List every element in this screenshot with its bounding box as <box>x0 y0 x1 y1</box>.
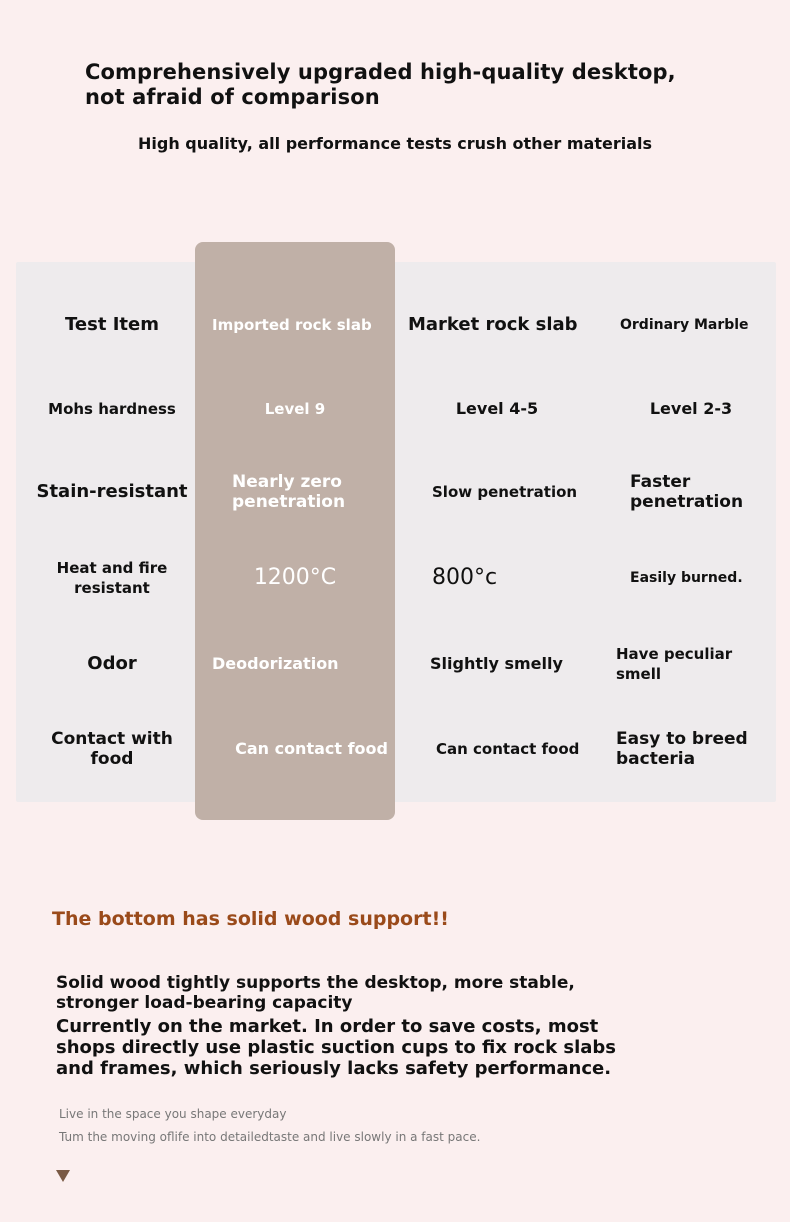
tagline-1: Live in the space you shape everyday <box>59 1107 287 1121</box>
cell-imported-rock-slab-row-5: Deodorization <box>212 654 339 673</box>
cell-ordinary-marble-row-3: Faster penetration <box>630 472 744 512</box>
cell-ordinary-marble-row-5: Have peculiar smell <box>616 645 733 683</box>
cell-imported-rock-slab-row-1: Imported rock slab <box>212 316 372 334</box>
cell-market-rock-slab-row-2: Level 4-5 <box>455 399 539 418</box>
section-title: The bottom has solid wood support!! <box>52 908 449 930</box>
cell-imported-rock-slab-row-3: Nearly zero penetration <box>232 472 346 512</box>
cell-ordinary-marble-row-1: Ordinary Marble <box>620 317 749 333</box>
cell-imported-rock-slab-row-4: 1200°C <box>253 565 337 590</box>
cell-market-rock-slab-row-5: Slightly smelly <box>430 654 563 673</box>
cell-market-rock-slab-row-3: Slow penetration <box>432 483 578 501</box>
cell-test-item-row-1: Test Item <box>65 314 159 335</box>
paragraph-solid-wood: Solid wood tightly supports the desktop, more stable, stronger load-bearing capacity <box>56 973 575 1013</box>
cell-market-rock-slab-row-4: 800°c <box>432 565 498 590</box>
cell-imported-rock-slab-row-2: Level 9 <box>264 400 326 418</box>
cell-ordinary-marble-row-4: Easily burned. <box>630 570 743 586</box>
cell-test-item-row-2: Mohs hardness <box>48 400 176 418</box>
cell-ordinary-marble-row-6: Easy to breed bacteria <box>616 729 748 769</box>
cell-imported-rock-slab-row-6: Can contact food <box>235 739 388 758</box>
tagline-2: Tum the moving oflife into detailedtaste and live slowly in a fast pace. <box>59 1130 481 1144</box>
cell-test-item-row-4: Heat and fire resistant <box>56 559 168 597</box>
cell-test-item-row-6: Contact with food <box>51 729 173 769</box>
paragraph-market: Currently on the market. In order to save costs, most shops directly use plastic suction cups to fix rock slabs and frames, which seriously lacks safety performance. <box>56 1016 616 1079</box>
cell-test-item-row-3: Stain-resistant <box>36 481 188 502</box>
cell-test-item-row-5: Odor <box>87 653 137 674</box>
cell-market-rock-slab-row-1: Market rock slab <box>408 314 578 335</box>
triangle-down-icon <box>56 1170 70 1182</box>
cell-ordinary-marble-row-2: Level 2-3 <box>649 399 733 418</box>
cell-market-rock-slab-row-6: Can contact food <box>436 740 580 758</box>
page-subheading: High quality, all performance tests crush other materials <box>138 134 653 153</box>
page-heading: Comprehensively upgraded high-quality desktop, not afraid of comparison <box>85 60 676 109</box>
